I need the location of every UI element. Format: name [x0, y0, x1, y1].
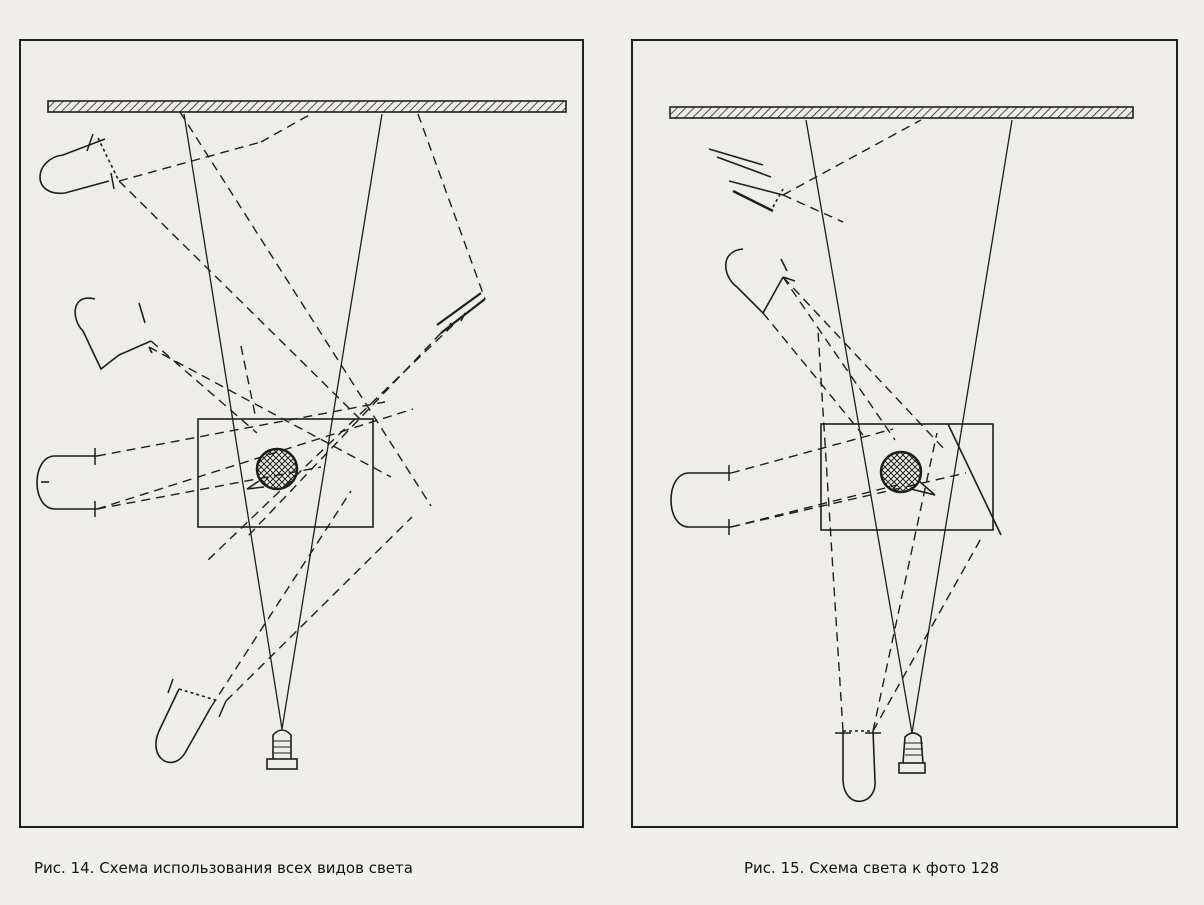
lamp-upper-left-icon: [726, 249, 795, 313]
subject: [257, 449, 297, 489]
lamp-left-middle-icon: [37, 448, 97, 517]
figure-15-panel: [631, 39, 1178, 828]
background-wall: [48, 101, 566, 112]
figure-14-caption: Рис. 14. Схема использования всех видов света: [34, 859, 413, 877]
camera-icon: [267, 730, 297, 769]
lamp-bottom-icon: [835, 731, 881, 801]
lamp-bottom-icon: [156, 679, 226, 762]
figure-15-caption: Рис. 15. Схема света к фото 128: [744, 859, 1000, 877]
reflector-icon: [437, 293, 485, 333]
figure-14-panel: [19, 39, 584, 828]
lamp-left-upper-icon: [75, 298, 152, 369]
subject: [881, 452, 921, 492]
figure-15-diagram: [633, 41, 1176, 826]
lamp-left-icon: [671, 465, 731, 535]
lamp-top-left-icon: [40, 134, 119, 193]
camera-icon: [899, 733, 925, 773]
lamp-top-reflector-icon: [709, 149, 783, 211]
background-wall: [670, 107, 1133, 118]
figure-14-diagram: [21, 41, 582, 826]
